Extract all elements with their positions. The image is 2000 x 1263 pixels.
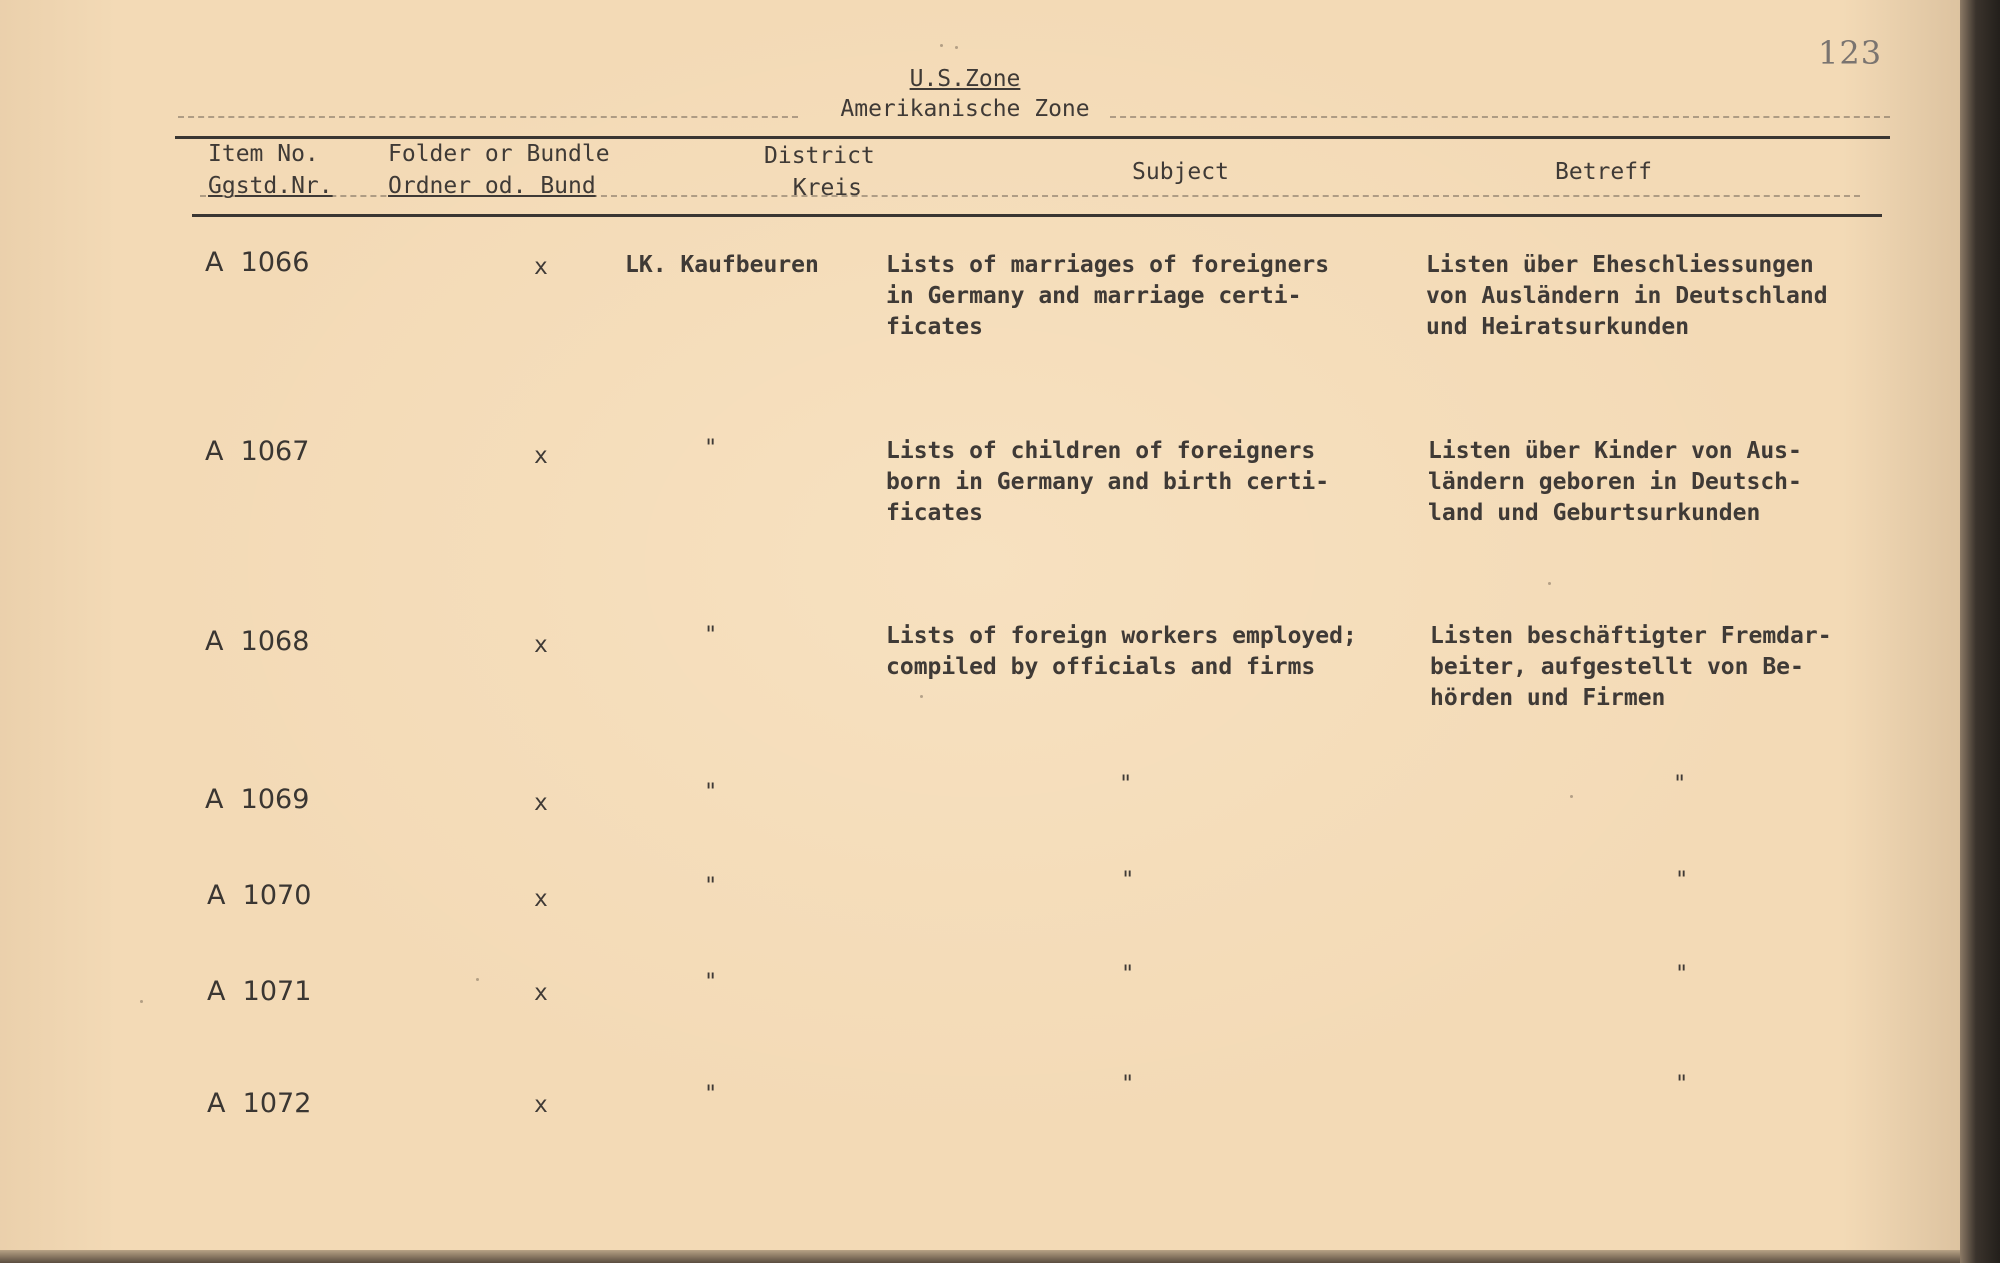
row-1071-item: [207, 976, 311, 1007]
row-1066-district: LK. Kaufbeuren: [625, 252, 819, 278]
row-1068-subject: Lists of foreign workers employed; compiled by officials and firms: [886, 623, 1357, 680]
row-1067-folder: x: [534, 443, 548, 469]
row-1069-betreff: ": [1673, 772, 1687, 797]
row-1066-folder: x: [534, 254, 548, 280]
row-1066-subject: Lists of marriages of foreigners in Germany and marriage certi- ficates: [886, 252, 1330, 340]
row-1070-item: [207, 880, 311, 911]
row-1072-betreff: ": [1675, 1072, 1689, 1097]
page-bottom-edge: [0, 1250, 1960, 1263]
paper-speck: [476, 978, 479, 981]
zone-title-de: Amerikanische Zone: [840, 96, 1090, 122]
header-item-no: [208, 138, 333, 202]
row-1070-number: 1070: [242, 880, 312, 911]
book-edge: [1960, 0, 2000, 1263]
header-subject: Subject: [1132, 159, 1229, 185]
page-number: 123: [1818, 34, 1883, 72]
row-1068-betreff: Listen beschäftigter Fremdar- beiter, aufgestellt von Be- hörden und Firmen: [1430, 623, 1832, 711]
row-1071-subject: ": [1121, 962, 1135, 987]
header-district: [764, 140, 875, 204]
row-1069-district: ": [704, 780, 718, 805]
paper-speck: [140, 1000, 143, 1003]
row-1070-betreff: ": [1675, 868, 1689, 893]
header-folder-en: Folder or Bundle: [388, 141, 610, 167]
row-1072-item: [207, 1088, 311, 1119]
paper-speck: [955, 46, 958, 49]
header-item-no-en: Item No.: [208, 141, 319, 167]
row-1067-number: 1067: [240, 436, 310, 467]
row-1069-subject: ": [1119, 772, 1133, 797]
row-1066-number: 1066: [240, 247, 310, 278]
row-1067-betreff: Listen über Kinder von Aus- ländern geboren in Deutsch- land und Geburtsurkunden: [1428, 438, 1802, 526]
header-betreff: Betreff: [1555, 159, 1652, 185]
row-1066-betreff: Listen über Eheschliessungen von Ausländern in Deutschland und Heiratsurkunden: [1426, 252, 1828, 340]
row-1072-subject: ": [1121, 1072, 1135, 1097]
row-1072-district: ": [704, 1082, 718, 1107]
header-bottom-rule: [192, 214, 1882, 217]
header-folder: [388, 138, 610, 202]
row-1068-prefix: A: [205, 626, 224, 657]
row-1070-district: ": [704, 874, 718, 899]
row-1068-folder: x: [534, 632, 548, 658]
row-1071-number: 1071: [242, 976, 312, 1007]
title-dash-right: [1110, 116, 1890, 118]
row-1070-subject: ": [1121, 868, 1135, 893]
paper-speck: [1548, 582, 1551, 585]
row-1069-number: 1069: [240, 784, 310, 815]
row-1071-folder: x: [534, 980, 548, 1006]
row-1069-prefix: A: [205, 784, 224, 815]
paper-speck: [920, 695, 923, 698]
row-1072-folder: x: [534, 1092, 548, 1118]
row-1071-district: ": [704, 970, 718, 995]
row-1067-district: ": [704, 436, 718, 461]
row-1069-folder: x: [534, 790, 548, 816]
row-1072-number: 1072: [242, 1088, 312, 1119]
row-1068-district: ": [704, 623, 718, 648]
header-folder-de: Ordner od. Bund: [388, 173, 596, 199]
title-dash-left: [178, 116, 798, 118]
row-1066-prefix: A: [205, 247, 224, 278]
header-district-de: Kreis: [792, 175, 863, 201]
header-district-en: District: [764, 143, 875, 169]
row-1072-prefix: A: [207, 1088, 226, 1119]
zone-title-en: U.S.Zone: [909, 66, 1021, 92]
paper-speck: [940, 44, 943, 47]
row-1071-betreff: ": [1675, 962, 1689, 987]
row-1067-prefix: A: [205, 436, 224, 467]
row-1071-prefix: A: [207, 976, 226, 1007]
row-1067-item: [205, 436, 309, 467]
paper-speck: [1570, 795, 1573, 798]
row-1067-subject: Lists of children of foreigners born in Germany and birth certi- ficates: [886, 438, 1330, 526]
row-1069-item: [205, 784, 309, 815]
row-1068-item: [205, 626, 309, 657]
row-1068-number: 1068: [240, 626, 310, 657]
row-1070-folder: x: [534, 886, 548, 912]
row-1070-prefix: A: [207, 880, 226, 911]
row-1066-item: [205, 247, 309, 278]
header-item-no-de: Ggstd.Nr.: [208, 173, 333, 199]
